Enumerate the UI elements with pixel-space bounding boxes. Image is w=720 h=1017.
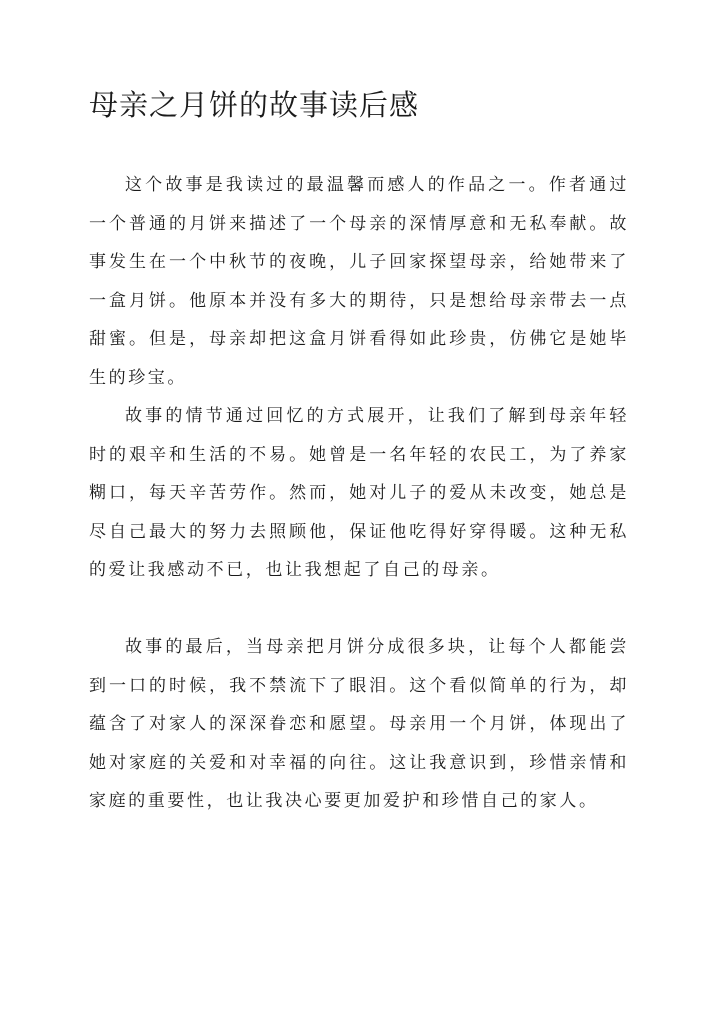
paragraph-3: 故事的最后，当母亲把月饼分成很多块，让每个人都能尝到一口的时候，我不禁流下了眼泪。这个看似简单的行为，却蕴含了对家人的深深眷恋和愿望。母亲用一个月饼，体现出了她对家庭的关爱和对幸福的向往。这让我意识到，珍惜亲情和家庭的重要性，也让我决心要更加爱护和珍惜自己的家人。 [89,637,629,812]
paragraph-1: 这个故事是我读过的最温馨而感人的作品之一。作者通过一个普通的月饼来描述了一个母亲的深情厚意和无私奉献。故事发生在一个中秋节的夜晚，儿子回家探望母亲，给她带来了一盒月饼。他原本并没有多大的期待，只是想给母亲带去一点甜蜜。但是，母亲却把这盒月饼看得如此珍贵，仿佛它是她毕生的珍宝。 [89,175,629,388]
document-title: 母亲之月饼的故事读后感 [89,88,420,122]
paragraph-2: 故事的情节通过回忆的方式展开，让我们了解到母亲年轻时的艰辛和生活的不易。她曾是一名年轻的农民工，为了养家糊口，每天辛苦劳作。然而，她对儿子的爱从未改变，她总是尽自己最大的努力去照顾他，保证他吃得好穿得暖。这种无私的爱让我感动不已，也让我想起了自己的母亲。 [89,406,629,581]
